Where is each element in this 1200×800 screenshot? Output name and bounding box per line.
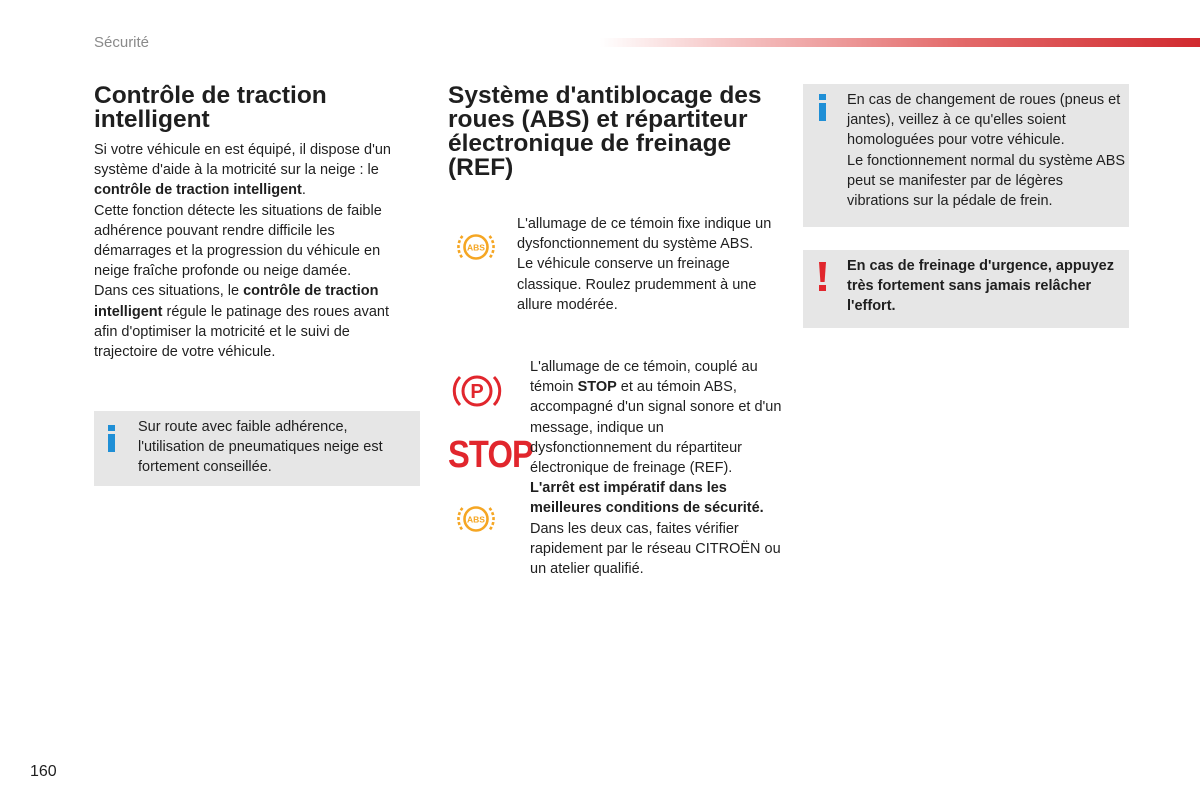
ref-paragraph-2: Dans les deux cas, faites vérifier rapidement par le réseau CITROËN ou un atelier qualifié.: [530, 520, 781, 578]
wheel-change-note-text: [847, 90, 1127, 211]
traction-title: Contrôle de traction intelligent: [94, 82, 327, 133]
traction-paragraph-2: Cette fonction détecte les situations de faible adhérence pouvant rendre difficile les démarrages et la progression du véhicule en neige fraîche profonde ou neige damée.: [94, 202, 382, 280]
warning-icon: [819, 262, 827, 290]
ref-warning-bold: L'arrêt est impératif dans les meilleures conditions de sécurité.: [530, 480, 764, 517]
abs-block-1-paragraph-1: L'allumage de ce témoin fixe indique un dysfonctionnement du système ABS.: [517, 216, 772, 253]
ref-block: [530, 357, 782, 579]
stop-warning-icon: [448, 434, 533, 476]
abs-block-1-paragraph-2: Le véhicule conserve un freinage classique. Roulez prudemment à une allure modérée.: [517, 256, 757, 313]
wheel-change-info-note: [803, 84, 1129, 227]
svg-text:ABS: ABS: [467, 514, 485, 525]
abs-warning-icon: [456, 499, 496, 539]
ref-paragraph-1: L'allumage de ce témoin, couplé au témoin STOP et au témoin ABS, accompagné d'un signal sonore et d'un message, indique un dysfonctionnement du répartiteur électronique de freinage (REF).: [530, 359, 782, 477]
abs-block-1: [517, 214, 779, 315]
parking-brake-icon: [452, 371, 502, 411]
emergency-braking-warning-note: [803, 250, 1129, 328]
snow-tyres-note-text: Sur route avec faible adhérence, l'utilisation de pneumatiques neige est fortement conseillée.: [138, 419, 383, 476]
info-icon: [108, 425, 116, 453]
abs-warning-icon: [456, 227, 496, 267]
traction-paragraph-1: Si votre véhicule en est équipé, il dispose d'un système d'aide à la motricité sur la neige : le contrôle de traction intelligent.: [94, 142, 391, 199]
header-accent-bar: [600, 38, 1200, 47]
stop-warning-label: STOP: [448, 434, 533, 476]
info-icon: [819, 94, 827, 122]
traction-body: [94, 140, 416, 362]
traction-paragraph-3: Dans ces situations, le contrôle de traction intelligent régule le patinage des roues avant afin d'optimiser la motricité et le suivi de trajectoire de votre véhicule.: [94, 283, 390, 361]
svg-text:P: P: [470, 381, 484, 403]
page-number: 160: [30, 763, 57, 780]
info-paragraph-1: En cas de changement de roues (pneus et jantes), veillez à ce qu'elles soient homologuées pour votre véhicule.: [847, 92, 1121, 149]
snow-tyres-info-note: [94, 411, 420, 486]
emergency-braking-text: En cas de freinage d'urgence, appuyez très fortement sans jamais relâcher l'effort.: [847, 258, 1114, 315]
info-paragraph-2: Le fonctionnement normal du système ABS peut se manifester par de légères vibrations sur la pédale de frein.: [847, 152, 1126, 210]
abs-title: Système d'antiblocage des roues (ABS) et répartiteur électronique de freinage (REF): [448, 82, 762, 181]
section-label: Sécurité: [94, 34, 150, 51]
svg-text:ABS: ABS: [467, 242, 485, 253]
